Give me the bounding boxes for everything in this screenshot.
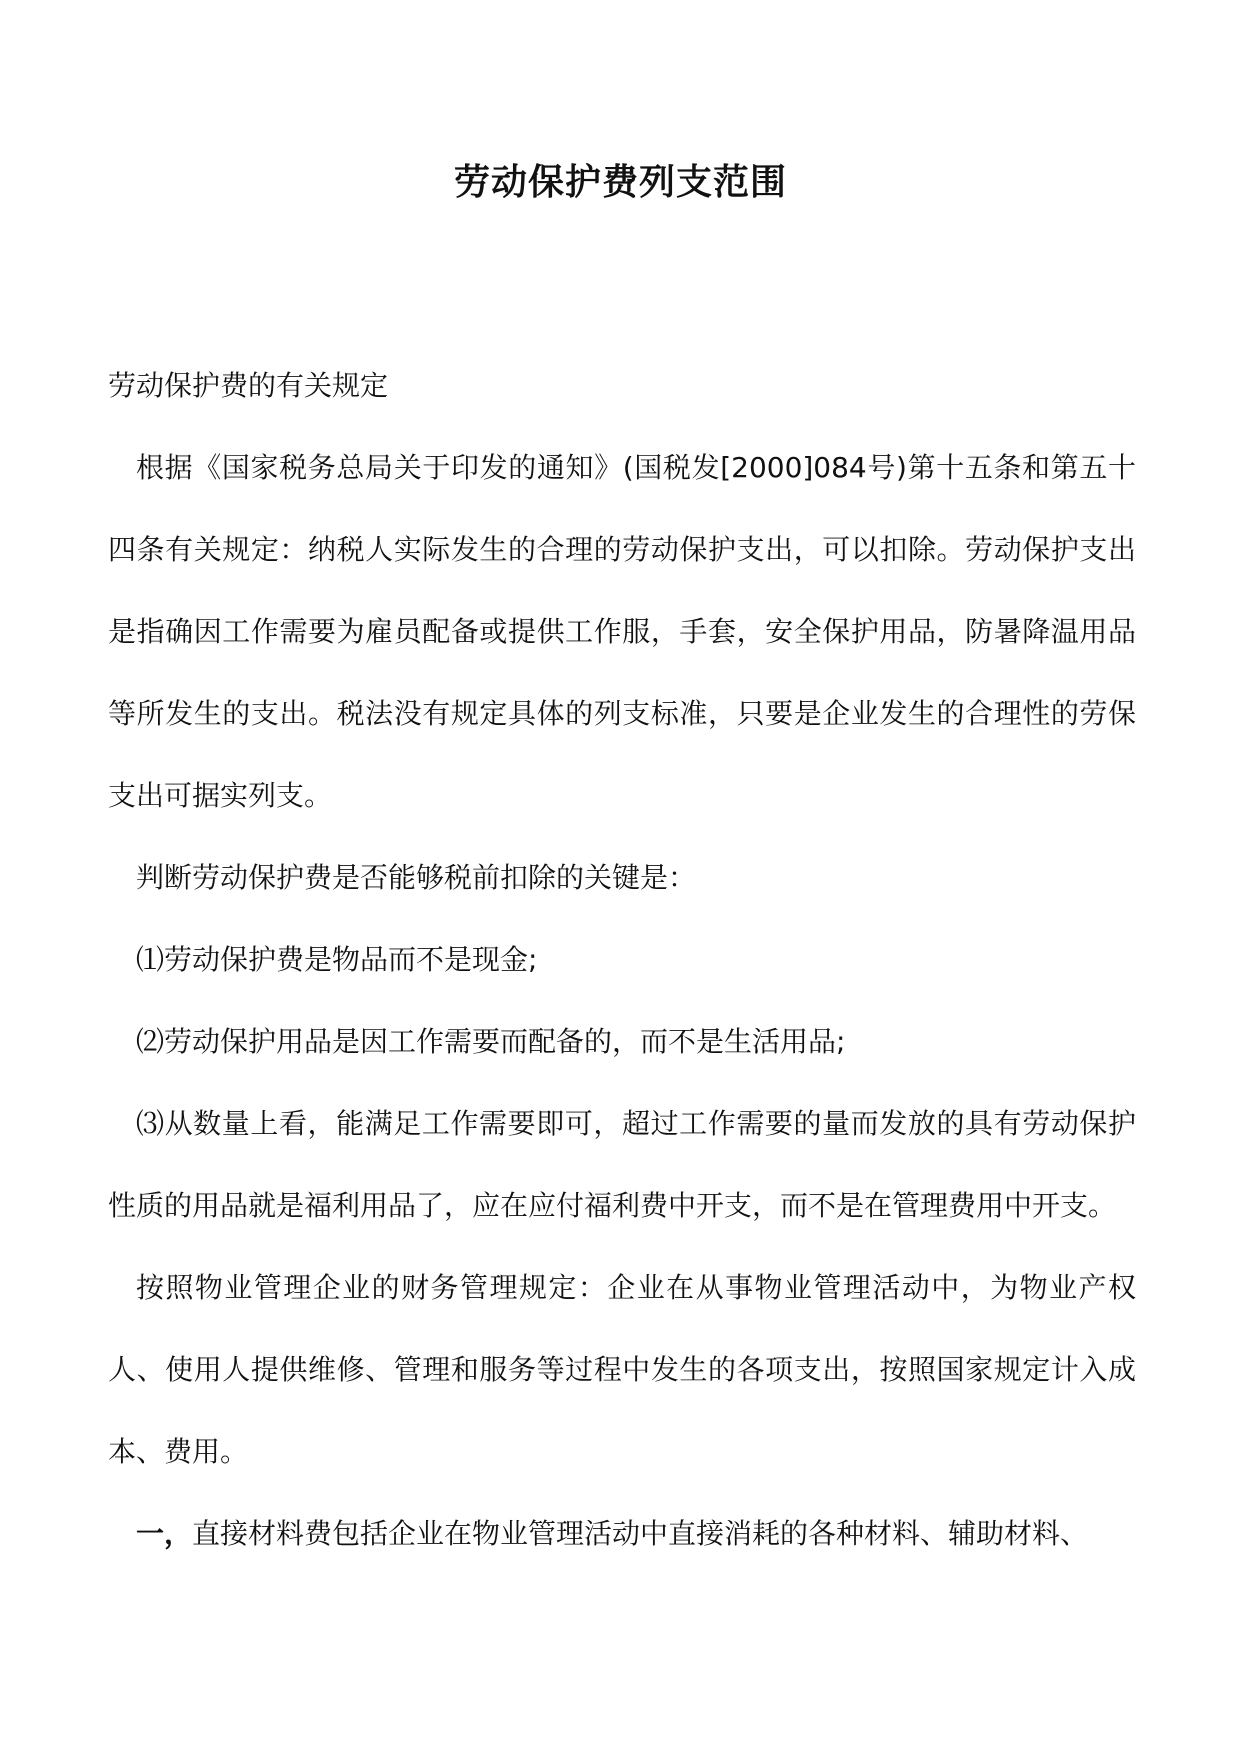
list-item-2: ⑵劳动保护用品是因工作需要而配备的，而不是生活用品;	[136, 1025, 846, 1058]
paragraph-key-criteria: 判断劳动保护费是否能够税前扣除的关键是：	[136, 861, 697, 894]
paragraph-direct-materials	[108, 1493, 1136, 1575]
list-item-1: ⑴劳动保护费是物品而不是现金;	[136, 943, 538, 976]
paragraph-property-management: 按照物业管理企业的财务管理规定：企业在从事物业管理活动中，为物业产权人、使用人提供维修、管理和服务等过程中发生的各项支出，按照国家规定计入成本、费用。	[108, 1271, 1136, 1468]
document-title: 劳动保护费列支范围	[453, 161, 787, 203]
document-body	[108, 345, 1136, 1575]
paragraph-lead-number: 一，	[136, 1517, 193, 1550]
paragraph-regulation: 根据《国家税务总局关于印发的通知》(国税发[2000]084号)第十五条和第五十四条有关规定：纳税人实际发生的合理的劳动保护支出，可以扣除。劳动保护支出是指确因工作需要为雇员配备或提供工作服，手套，安全保护用品，防暑降温用品等所发生的支出。税法没有规定具体的列支标准，只要是企业发生的合理性的劳保支出可据实列支。	[108, 451, 1136, 812]
section-heading: 劳动保护费的有关规定	[108, 369, 389, 402]
list-item-3: ⑶从数量上看，能满足工作需要即可，超过工作需要的量而发放的具有劳动保护性质的用品就是福利用品了，应在应付福利费中开支，而不是在管理费用中开支。	[108, 1107, 1136, 1222]
paragraph-direct-materials-text: 直接材料费包括企业在物业管理活动中直接消耗的各种材料、辅助材料、	[192, 1517, 1089, 1550]
